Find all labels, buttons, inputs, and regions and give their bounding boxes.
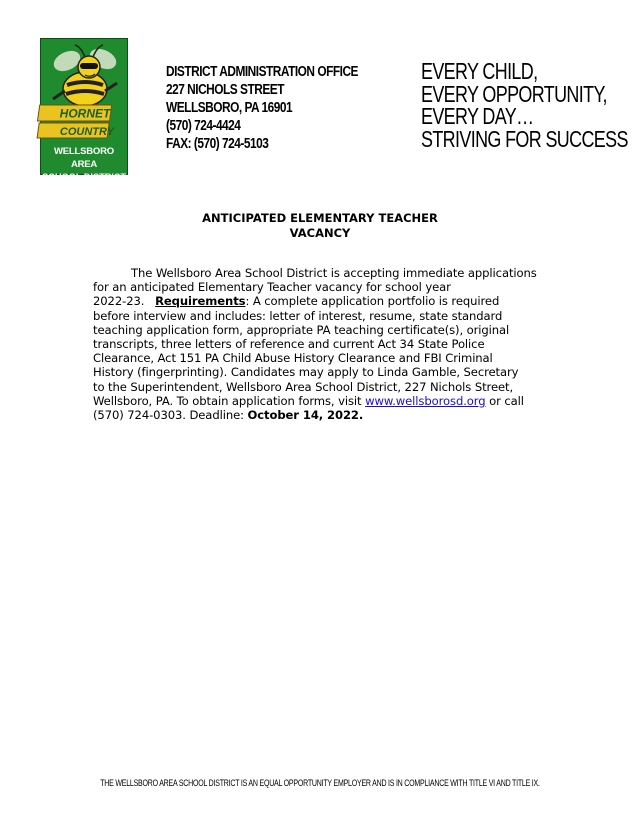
logo-line-1: WELLSBORO AREA — [54, 146, 114, 170]
district-address — [166, 63, 358, 153]
equal-opportunity-footer — [0, 778, 640, 789]
logo-country-text: COUNTRY — [59, 126, 115, 138]
address-city: WELLSBORO, PA 16901 — [166, 100, 293, 116]
address-street: 227 NICHOLS STREET — [166, 82, 285, 98]
motto-line-1: EVERY CHILD, — [421, 58, 538, 84]
body-line-10-end: or call — [485, 393, 524, 408]
body-line-8: History (fingerprinting). Candidates may apply to Linda Gamble, Secretary — [93, 365, 519, 380]
body-line-7: Clearance, Act 151 PA Child Abuse History Clearance and FBI Criminal — [93, 351, 493, 366]
address-phone: (570) 724-4424 — [166, 118, 241, 134]
deadline-date: October 14, 2022. — [247, 408, 364, 423]
body-line-2: for an anticipated Elementary Teacher vacancy for school year — [93, 280, 451, 295]
body-line-10-start: Wellsboro, PA. To obtain application forms, visit — [93, 393, 366, 408]
hornet-mascot-icon — [41, 39, 129, 145]
logo-district-name — [41, 145, 127, 184]
footer-text: THE WELLSBORO AREA SCHOOL DISTRICT IS AN EQUAL OPPORTUNITY EMPLOYER AND IS IN COMPLIANCE WITH TITLE VI AND TITLE IX. — [100, 778, 540, 789]
requirements-label: Requirements — [155, 294, 246, 309]
title-line-2: VACANCY — [289, 226, 351, 240]
logo-line-2: SCHOOL DISTRICT — [42, 172, 126, 183]
district-logo — [40, 38, 128, 183]
vacancy-title — [0, 211, 640, 241]
motto-line-3: EVERY DAY… — [421, 103, 534, 129]
title-line-1: ANTICIPATED ELEMENTARY TEACHER — [202, 211, 438, 225]
motto-line-4: STRIVING FOR SUCCESS — [421, 125, 628, 152]
body-line-3-start: 2022-23. — [93, 294, 145, 309]
address-office: DISTRICT ADMINISTRATION OFFICE — [166, 64, 358, 80]
body-line-5: teaching application form, appropriate PA teaching certificate(s), original — [93, 322, 510, 337]
body-line-4: before interview and includes: letter of interest, resume, state standard — [93, 308, 503, 323]
district-motto — [421, 60, 628, 150]
body-line-1: The Wellsboro Area School District is accepting immediate applications — [131, 266, 537, 280]
body-line-6: transcripts, three letters of reference and current Act 34 State Police — [93, 337, 485, 352]
body-line-9: to the Superintendent, Wellsboro Area School District, 227 Nichols Street, — [93, 379, 514, 394]
logo-hornet-text: HORNET — [59, 106, 111, 121]
motto-line-2: EVERY OPPORTUNITY, — [421, 80, 607, 107]
vacancy-description — [93, 266, 553, 422]
website-link[interactable]: www.wellsborosd.org — [365, 393, 486, 408]
body-line-3-end: : A complete application portfolio is required — [245, 294, 500, 309]
address-fax: FAX: (570) 724-5103 — [166, 136, 269, 152]
body-line-11-start: (570) 724-0303. Deadline: — [93, 408, 248, 423]
